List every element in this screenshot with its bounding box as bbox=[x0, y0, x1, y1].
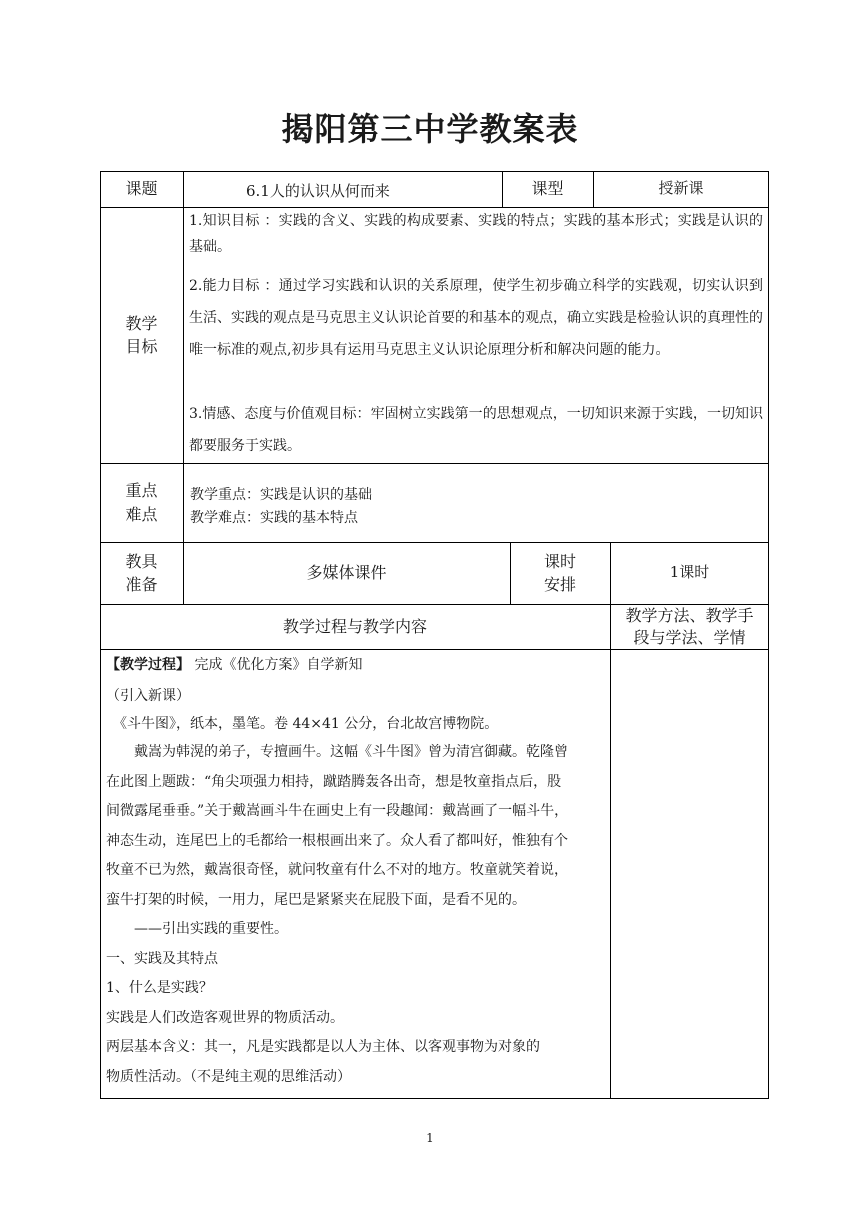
process-line: 一、实践及其特点 bbox=[106, 951, 218, 967]
ability-goal: 2.能力目标 ：通过学习实践和认识的关系原理，使学生初步确立科学的实践观，切实认识到生活、实践的观点是马克思主义认识论首要的和基本的观点，确立实践是检验认识的真理性的唯一标准的观点,初步具有运用马克思主义认识论原理分析和解决问题的能力。 bbox=[189, 278, 763, 358]
process-header-right bbox=[610, 604, 769, 649]
tools-value: 多媒体课件 bbox=[306, 563, 387, 583]
goals-label bbox=[100, 207, 183, 463]
key-points-label-line2: 难点 bbox=[125, 504, 158, 524]
tools-label bbox=[100, 542, 183, 604]
emotion-goal: 3.情感、态度与价值观目标：牢固树立实践第一的思想观点，一切知识来源于实践，一切知识都要服务于实践。 bbox=[189, 406, 763, 454]
process-line: 《斗牛图》，纸本，墨笔。卷 44×41 公分，台北故宫博物院。 bbox=[106, 716, 499, 732]
row-divider bbox=[100, 463, 769, 464]
process-line: 神态生动，连尾巴上的毛都给一根根画出来了。众人看了都叫好，惟独有个 bbox=[106, 833, 568, 849]
hours-label bbox=[510, 542, 610, 604]
process-line: 两层基本含义：其一，凡是实践都是以人为主体、以客观事物为对象的 bbox=[106, 1039, 540, 1055]
process-line: ——引出实践的重要性。 bbox=[106, 921, 288, 937]
process-line: 蛮牛打架的时候，一用力，尾巴是紧紧夹在屁股下面，是看不见的。 bbox=[106, 892, 526, 908]
page-title: 揭阳第三中学教案表 bbox=[281, 110, 579, 148]
process-line: 物质性活动。（不是纯主观的思维活动） bbox=[106, 1069, 351, 1085]
goals-label-line1: 教学 bbox=[125, 313, 158, 333]
page-number: 1 bbox=[426, 1131, 434, 1145]
hours-value: 1课时 bbox=[669, 563, 710, 582]
difficult-point-text: 教学难点：实践的基本特点 bbox=[190, 510, 358, 526]
tools-label-line1: 教具 bbox=[125, 551, 158, 571]
process-line: 间微露尾垂垂。”关于戴嵩画斗牛在画史上有一段趣闻：戴嵩画了一幅斗牛， bbox=[106, 803, 569, 819]
process-line: 1、什么是实践？ bbox=[106, 980, 213, 996]
process-heading bbox=[106, 654, 606, 674]
column-divider bbox=[183, 171, 184, 604]
process-line: 戴嵩为韩滉的弟子，专擅画牛。这幅《斗牛图》曾为清宫御藏。乾隆曾 bbox=[106, 744, 568, 760]
process-heading-rest: 完成《优化方案》自学新知 bbox=[190, 657, 363, 673]
process-line: 牧童不已为然，戴嵩很奇怪，就问牧童有什么不对的地方。牧童就笑着说， bbox=[106, 862, 568, 878]
hours-label-line1: 课时 bbox=[543, 551, 576, 571]
topic-value: 6.1人的认识从何而来 bbox=[246, 182, 390, 200]
process-line: （引入新课） bbox=[106, 688, 190, 704]
key-points-label-line1: 重点 bbox=[125, 481, 158, 501]
key-point-text: 教学重点：实践是认识的基础 bbox=[190, 487, 372, 503]
knowledge-goal: 1.知识目标 ：实践的含义、实践的构成要素、实践的特点；实践的基本形式；实践是认识的基础。 bbox=[189, 213, 763, 255]
lesson-type-value: 授新课 bbox=[658, 179, 704, 198]
process-header-right-line1: 教学方法、教学手 bbox=[625, 605, 754, 625]
goals-label-line2: 目标 bbox=[125, 337, 158, 356]
process-line: 在此图上题跋：“角尖项强力相持，蹴踏腾轰各出奇，想是牧童指点后，股 bbox=[106, 774, 562, 790]
row-divider bbox=[100, 649, 769, 650]
process-header-right-line2: 段与学法、学情 bbox=[633, 627, 746, 647]
tools-label-line2: 准备 bbox=[125, 575, 158, 594]
process-header-left: 教学过程与教学内容 bbox=[282, 616, 427, 636]
hours-label-line2: 安排 bbox=[543, 575, 576, 594]
process-line: 实践是人们改造客观世界的物质活动。 bbox=[106, 1010, 344, 1026]
topic-label: 课题 bbox=[125, 179, 158, 199]
process-heading-bracket: 【教学过程】 bbox=[106, 657, 190, 673]
key-points-label bbox=[100, 463, 183, 542]
lesson-type-label: 课型 bbox=[531, 179, 564, 199]
